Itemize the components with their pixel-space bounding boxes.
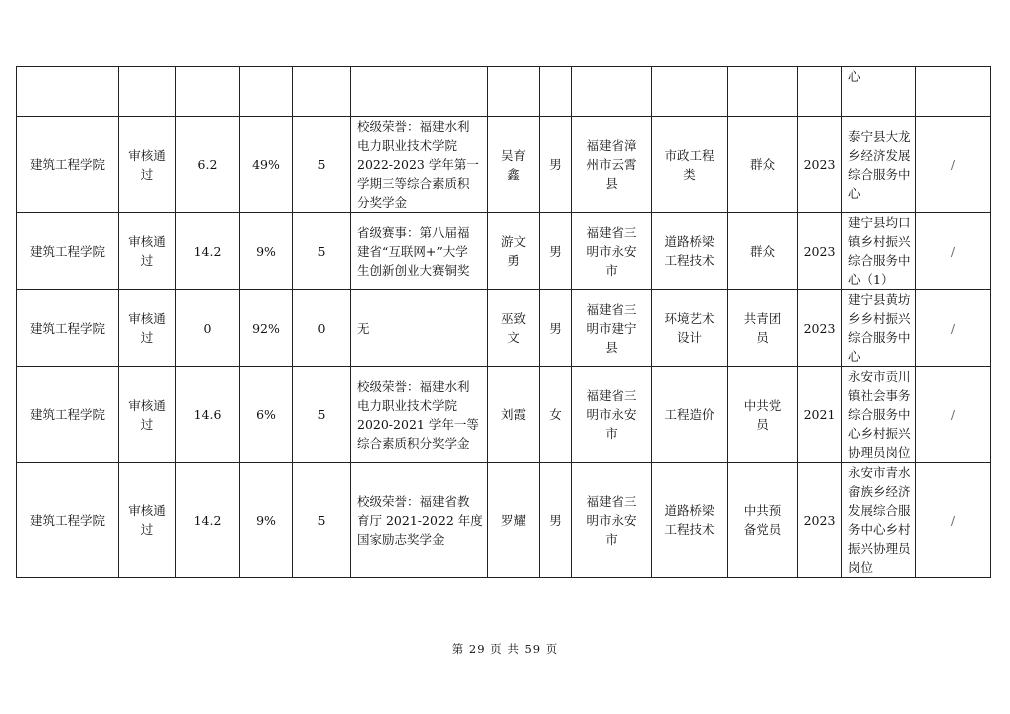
rank-text: 9% bbox=[256, 512, 276, 528]
year-text: 2021 bbox=[803, 407, 836, 422]
gender-text: 男 bbox=[549, 320, 562, 336]
cell-political bbox=[728, 290, 798, 367]
cell-job bbox=[842, 67, 916, 117]
cell-rank bbox=[240, 213, 293, 290]
cell-score bbox=[176, 117, 240, 213]
cell-origin bbox=[572, 367, 652, 463]
cell-year bbox=[798, 290, 842, 367]
political-text: 中共预 备党员 bbox=[743, 503, 782, 537]
job-text: 心 bbox=[848, 69, 861, 84]
cell-origin bbox=[572, 463, 652, 578]
major-text: 工程造价 bbox=[664, 407, 715, 422]
cell-note bbox=[916, 290, 991, 367]
political-text: 群众 bbox=[749, 243, 775, 259]
cell-origin bbox=[572, 290, 652, 367]
year-text: 2023 bbox=[803, 320, 836, 336]
cell-college bbox=[17, 117, 119, 213]
cell-status bbox=[119, 117, 176, 213]
cell-rank bbox=[240, 67, 293, 117]
cell-bonus bbox=[293, 117, 351, 213]
cell-honor bbox=[351, 463, 488, 578]
name-text: 刘霞 bbox=[500, 407, 526, 422]
cell-score bbox=[176, 463, 240, 578]
gender-text: 男 bbox=[549, 243, 562, 259]
status-text: 审核通 过 bbox=[128, 503, 166, 537]
cell-bonus bbox=[293, 463, 351, 578]
honor-text: 校级荣誉：福建省教 育厅 2021-2022 年度 国家励志奖学金 bbox=[357, 493, 483, 547]
name-text: 罗耀 bbox=[500, 512, 526, 528]
cell-name bbox=[488, 290, 540, 367]
cell-status bbox=[119, 463, 176, 578]
table-row bbox=[17, 213, 991, 290]
political-text: 群众 bbox=[749, 157, 775, 172]
status-text: 审核通 过 bbox=[128, 147, 166, 182]
cell-gender bbox=[540, 117, 572, 213]
cell-honor bbox=[351, 290, 488, 367]
rank-text: 49% bbox=[252, 157, 280, 172]
job-text: 永安市贡川 镇社会事务 综合服务中 心乡村振兴 协理员岗位 bbox=[848, 369, 911, 460]
cell-political bbox=[728, 367, 798, 463]
name-text: 吴育 鑫 bbox=[500, 147, 526, 182]
cell-political bbox=[728, 213, 798, 290]
gender-text: 女 bbox=[549, 407, 562, 422]
major-text: 道路桥梁 工程技术 bbox=[664, 234, 715, 268]
college-text: 建筑工程学院 bbox=[29, 320, 105, 336]
bonus-text: 0 bbox=[317, 320, 326, 336]
origin-text: 福建省三 明市永安 市 bbox=[586, 388, 637, 441]
cell-origin bbox=[572, 117, 652, 213]
note-text: / bbox=[950, 157, 956, 172]
cell-score bbox=[176, 290, 240, 367]
cell-score bbox=[176, 367, 240, 463]
cell-job bbox=[842, 367, 916, 463]
table-row bbox=[17, 463, 991, 578]
cell-job bbox=[842, 117, 916, 213]
college-text: 建筑工程学院 bbox=[29, 512, 105, 528]
score-text: 14.6 bbox=[193, 407, 222, 422]
rank-text: 92% bbox=[252, 320, 280, 336]
gender-text: 男 bbox=[549, 512, 562, 528]
job-text: 建宁县均口 镇乡村振兴 综合服务中 心（1） bbox=[848, 215, 911, 287]
political-text: 共青团 员 bbox=[743, 311, 782, 345]
origin-text: 福建省三 明市永安 市 bbox=[586, 224, 637, 278]
cell-status bbox=[119, 290, 176, 367]
cell-gender bbox=[540, 213, 572, 290]
cell-bonus bbox=[293, 290, 351, 367]
year-text: 2023 bbox=[803, 243, 836, 259]
cell-honor bbox=[351, 67, 488, 117]
bonus-text: 5 bbox=[317, 512, 326, 528]
cell-major bbox=[652, 463, 728, 578]
major-text: 环境艺术 设计 bbox=[664, 311, 715, 345]
cell-job bbox=[842, 213, 916, 290]
cell-bonus bbox=[293, 67, 351, 117]
cell-year bbox=[798, 213, 842, 290]
cell-note bbox=[916, 213, 991, 290]
cell-status bbox=[119, 367, 176, 463]
cell-gender bbox=[540, 463, 572, 578]
major-text: 道路桥梁 工程技术 bbox=[664, 503, 715, 537]
note-text: / bbox=[950, 407, 956, 422]
gender-text: 男 bbox=[549, 157, 562, 172]
honor-text: 无 bbox=[357, 320, 370, 336]
cell-political bbox=[728, 463, 798, 578]
cell-honor bbox=[351, 213, 488, 290]
bonus-text: 5 bbox=[317, 243, 326, 259]
table-row bbox=[17, 117, 991, 213]
year-text: 2023 bbox=[803, 157, 836, 172]
cell-origin bbox=[572, 213, 652, 290]
table-row bbox=[17, 67, 991, 117]
honor-text: 省级赛事：第八届福 建省“互联网+”大学 生创新创业大赛铜奖 bbox=[357, 224, 470, 278]
political-text: 中共党 员 bbox=[743, 397, 782, 432]
cell-name bbox=[488, 463, 540, 578]
cell-score bbox=[176, 213, 240, 290]
cell-major bbox=[652, 117, 728, 213]
cell-honor bbox=[351, 117, 488, 213]
origin-text: 福建省三 明市建宁 县 bbox=[586, 301, 637, 355]
cell-college bbox=[17, 290, 119, 367]
job-text: 永安市青水 畲族乡经济 发展综合服 务中心乡村 振兴协理员 岗位 bbox=[848, 465, 911, 575]
note-text: / bbox=[950, 243, 956, 259]
cell-bonus bbox=[293, 213, 351, 290]
job-text: 泰宁县大龙 乡经济发展 综合服务中 心 bbox=[848, 128, 911, 201]
cell-note bbox=[916, 117, 991, 213]
cell-note bbox=[916, 67, 991, 117]
score-text: 14.2 bbox=[193, 243, 222, 259]
cell-year bbox=[798, 367, 842, 463]
cell-year bbox=[798, 463, 842, 578]
cell-major bbox=[652, 213, 728, 290]
cell-status bbox=[119, 213, 176, 290]
origin-text: 福建省三 明市永安 市 bbox=[586, 493, 637, 547]
cell-score bbox=[176, 67, 240, 117]
honor-text: 校级荣誉：福建水利 电力职业技术学院 2020-2021 学年一等 综合素质积分奖学金 bbox=[357, 378, 479, 451]
job-text: 建宁县黄坊 乡乡村振兴 综合服务中 心 bbox=[848, 292, 911, 364]
cell-rank bbox=[240, 367, 293, 463]
cell-name bbox=[488, 117, 540, 213]
cell-bonus bbox=[293, 367, 351, 463]
cell-college bbox=[17, 367, 119, 463]
cell-year bbox=[798, 117, 842, 213]
cell-rank bbox=[240, 463, 293, 578]
score-text: 14.2 bbox=[193, 512, 222, 528]
status-text: 审核通 过 bbox=[128, 397, 166, 432]
page-number-footer: 第 29 页 共 59 页 bbox=[451, 642, 559, 656]
cell-gender bbox=[540, 290, 572, 367]
admission-table bbox=[16, 66, 991, 578]
bonus-text: 5 bbox=[317, 157, 326, 172]
table-row bbox=[17, 367, 991, 463]
cell-rank bbox=[240, 117, 293, 213]
score-text: 0 bbox=[203, 320, 212, 336]
cell-rank bbox=[240, 290, 293, 367]
cell-college bbox=[17, 213, 119, 290]
cell-gender bbox=[540, 367, 572, 463]
cell-job bbox=[842, 463, 916, 578]
rank-text: 9% bbox=[256, 243, 276, 259]
cell-name bbox=[488, 367, 540, 463]
college-text: 建筑工程学院 bbox=[29, 157, 105, 172]
college-text: 建筑工程学院 bbox=[29, 243, 105, 259]
cell-year bbox=[798, 67, 842, 117]
cell-political bbox=[728, 117, 798, 213]
origin-text: 福建省漳 州市云霄 县 bbox=[586, 138, 637, 191]
note-text: / bbox=[950, 512, 956, 528]
status-text: 审核通 过 bbox=[128, 234, 166, 268]
name-text: 游文 勇 bbox=[500, 234, 526, 268]
cell-major bbox=[652, 290, 728, 367]
cell-note bbox=[916, 463, 991, 578]
status-text: 审核通 过 bbox=[128, 311, 166, 345]
major-text: 市政工程 类 bbox=[664, 147, 715, 182]
cell-name bbox=[488, 67, 540, 117]
cell-political bbox=[728, 67, 798, 117]
cell-status bbox=[119, 67, 176, 117]
year-text: 2023 bbox=[803, 512, 836, 528]
cell-gender bbox=[540, 67, 572, 117]
cell-origin bbox=[572, 67, 652, 117]
honor-text: 校级荣誉：福建水利 电力职业技术学院 2022-2023 学年第一 学期三等综合素质积 分奖学金 bbox=[357, 119, 479, 210]
cell-job bbox=[842, 290, 916, 367]
cell-college bbox=[17, 463, 119, 578]
cell-note bbox=[916, 367, 991, 463]
score-text: 6.2 bbox=[197, 157, 218, 172]
cell-honor bbox=[351, 367, 488, 463]
name-text: 巫致 文 bbox=[500, 311, 526, 345]
cell-major bbox=[652, 367, 728, 463]
note-text: / bbox=[950, 320, 956, 336]
cell-name bbox=[488, 213, 540, 290]
table-row bbox=[17, 290, 991, 367]
college-text: 建筑工程学院 bbox=[29, 407, 105, 422]
rank-text: 6% bbox=[256, 407, 276, 422]
bonus-text: 5 bbox=[317, 407, 326, 422]
cell-major bbox=[652, 67, 728, 117]
cell-college bbox=[17, 67, 119, 117]
